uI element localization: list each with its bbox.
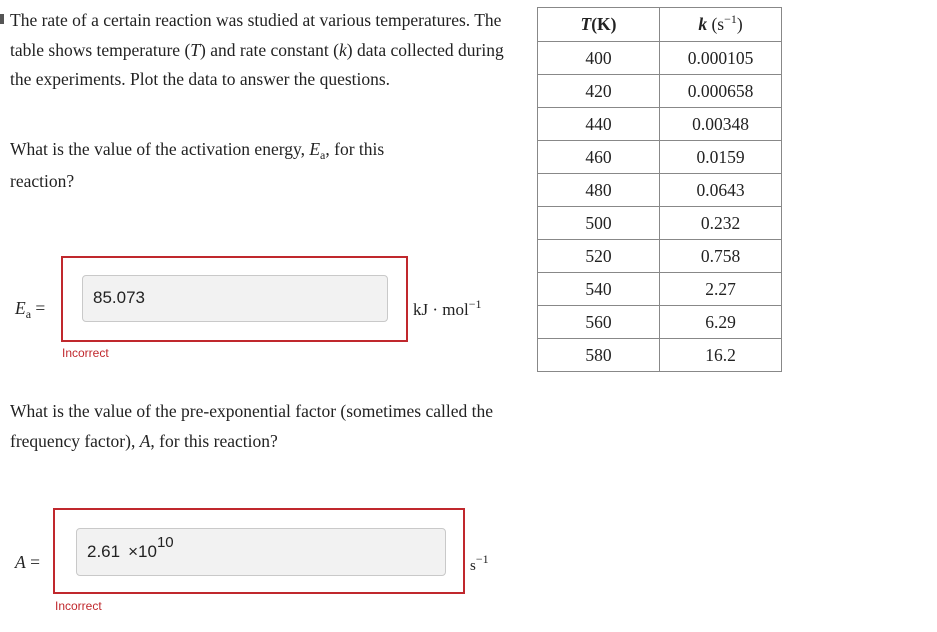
cell-rate-constant: 0.00348 (660, 108, 782, 141)
a-label: A = (15, 552, 40, 572)
table-row (538, 240, 782, 273)
cell-temperature: 480 (538, 174, 660, 207)
table-row (538, 174, 782, 207)
table-row (538, 141, 782, 174)
table-row (538, 306, 782, 339)
cell-rate-constant: 0.0159 (660, 141, 782, 174)
cell-rate-constant: 0.0643 (660, 174, 782, 207)
ea-status-incorrect: Incorrect (62, 346, 109, 360)
header-rate-constant: k $(s^{-1})$ (660, 8, 782, 42)
a-answer-box (53, 508, 465, 594)
a-status-incorrect: Incorrect (55, 599, 102, 613)
question-pre-exponential-factor: What is the value of the pre-exponential factor (sometimes called the frequency factor), A, for this reaction? (10, 401, 494, 451)
cell-rate-constant: 2.27 (660, 273, 782, 306)
table-row (538, 273, 782, 306)
header-temperature: T(K) (538, 8, 660, 42)
cell-temperature: 560 (538, 306, 660, 339)
intro-paragraph: The rate of a certain reaction was studied at various temperatures. The table shows temperature (T) and rate constant (k) data collected during the experiments. Plot the data to answer the questions. (10, 10, 504, 89)
cell-temperature: 400 (538, 42, 660, 75)
cell-temperature: 580 (538, 339, 660, 372)
ea-answer-input[interactable]: 85.073 (82, 275, 388, 322)
table-row (538, 207, 782, 240)
a-unit: $s^{-1}$ (470, 552, 489, 574)
cell-rate-constant: 0.232 (660, 207, 782, 240)
cell-temperature: 520 (538, 240, 660, 273)
cell-temperature: 440 (538, 108, 660, 141)
cell-rate-constant: 0.000658 (660, 75, 782, 108)
cell-temperature: 420 (538, 75, 660, 108)
ea-answer-box (61, 256, 408, 342)
table-row (538, 75, 782, 108)
ea-label: $E_a$ = (15, 298, 46, 321)
cell-rate-constant: 0.000105 (660, 42, 782, 75)
data-table (537, 7, 782, 372)
table-row (538, 108, 782, 141)
cell-temperature: 460 (538, 141, 660, 174)
cell-rate-constant: 0.758 (660, 240, 782, 273)
cell-rate-constant: 16.2 (660, 339, 782, 372)
ea-unit: kJ · mol$^{-1}$ (413, 297, 482, 319)
cell-temperature: 500 (538, 207, 660, 240)
cell-temperature: 540 (538, 273, 660, 306)
table-row (538, 42, 782, 75)
table-header-row (538, 8, 782, 42)
a-answer-input[interactable]: 2.61 ×1010 (76, 528, 446, 576)
cell-rate-constant: 6.29 (660, 306, 782, 339)
table-row (538, 339, 782, 372)
question-marker (0, 14, 4, 24)
question-activation-energy: What is the value of the activation energy, $E_a$, for this reaction? (10, 139, 385, 191)
